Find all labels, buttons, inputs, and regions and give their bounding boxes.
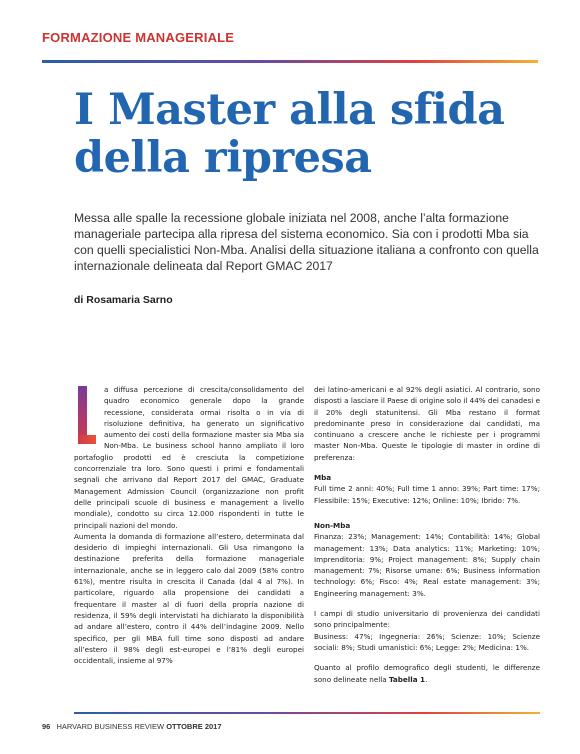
subhead-non-mba: Non-Mba [314, 520, 351, 530]
body-column-right [314, 384, 540, 685]
page-footer [42, 722, 222, 731]
campi-intro: I campi di studio universitario di provenienza dei candidati sono principalmente: [314, 609, 540, 630]
body-paragraph-3: dei latino-americani e al 92% degli asiatici. Al contrario, sono disposti a lasciare il Paese di origine solo il 44% dei canadesi e il 20% degli statunitensi. Gli Mba restano il format predominante preso in considerazione dai candidati, ma continuano a crescere anche le richieste per i programmi master Non-Mba. Queste le tipologie di master in ordine di preferenza: [314, 385, 540, 462]
issue-date: OTTOBRE 2017 [166, 722, 222, 731]
non-mba-preferences: Finanza: 23%; Management: 14%; Contabilità: 14%; Global management: 13%; Data analytics: 11%; Marketing: 10%; Imprenditoria: 9%; Project management: 8%; Supply chain management: 7%; Risorse umane: 6%; Business information technology: 6%; Fisco: 4%; Real estate management: 3%; Engineering management: 3%. [314, 532, 540, 598]
page-number: 96 [42, 722, 51, 731]
closing-text: Quanto al profilo demografico degli studenti, le differenze sono delineate nella [314, 663, 540, 684]
publication-name: HARVARD BUSINESS REVIEW [56, 722, 165, 731]
bottom-gradient-rule [74, 712, 540, 714]
dropcap-l-glyph [78, 386, 96, 444]
headline-line-2: della ripresa [74, 133, 372, 183]
body-column-left [74, 384, 304, 666]
dropcap-foot [78, 435, 96, 444]
campi-list: Business: 47%; Ingegneria: 26%; Scienze: 10%; Scienze sociali: 8%; Studi umanistici: 6%; Legge: 2%; Medicina: 1%. [314, 631, 540, 652]
top-gradient-rule [42, 60, 538, 63]
article-byline: di Rosamaria Sarno [74, 294, 173, 306]
headline-line-1: I Master alla sfida [74, 85, 505, 135]
table-reference: Tabella 1 [388, 674, 426, 684]
closing-end: . [425, 674, 428, 684]
closing-paragraph [314, 662, 540, 685]
subhead-mba: Mba [314, 473, 332, 483]
body-paragraph-2: Aumenta la domanda di formazione all’estero, determinata dal desiderio di impieghi internazionali. Gli Usa rimangono la destinazione preferita della formazione manageriale internazionale, anche se in leggero calo dal 2009 (58% contro 61%), mentre risulta in crescita il Canada (dal 4 al 7%). In particolare, riguardo alla propensione dei candidati a frequentare il master al di fuori della propria nazione di residenza, il 59% degli intervistati ha dichiarato la disponibilità ad andare all’estero, contro il 44% dell’indagine 2009. Nello specifico, per gli MBA full time sono disposti ad andare all’estero il 98% degli est-europei e l’81% degli europei occidentali, insieme al 97% [74, 531, 304, 666]
mba-preferences: Full time 2 anni: 40%; Full time 1 anno: 39%; Part time: 17%; Flessibile: 15%; Executive: 12%; Online: 10%; Ibrido: 7%. [314, 484, 540, 505]
article-deck: Messa alle spalle la recessione globale iniziata nel 2008, anche l’alta formazione manageriale partecipa alla ripresa del sistema economico. Sia con i prodotti Mba sia con quelli specialistici Non-Mba. Analisi della situazione italiana a confronto con quella internazionale delineata dal Report GMAC 2017 [74, 211, 539, 273]
section-label: FORMAZIONE MANAGERIALE [42, 30, 235, 45]
article-headline [74, 86, 504, 182]
body-paragraph-1: a diffusa percezione di crescita/consolidamento del quadro economico generale dopo la grande recessione, considerata ormai risolta o in via di risoluzione definitiva, ha generato un significativo aumento dei costi della formazione master sia Mba sia Non-Mba. Le business school hanno ampliato il loro portafoglio prodotti ed è cresciuta la competizione concorrenziale tra loro. Sono questi i primi e fondamentali segnali che arrivano dal Report 2017 del GMAC, Graduate Management Admission Council (organizzazione non profit delle principali scuole di business e management a livello mondiale), condotto su circa 12.000 rispondenti in tutte le principali nazioni del mondo. [74, 385, 304, 530]
